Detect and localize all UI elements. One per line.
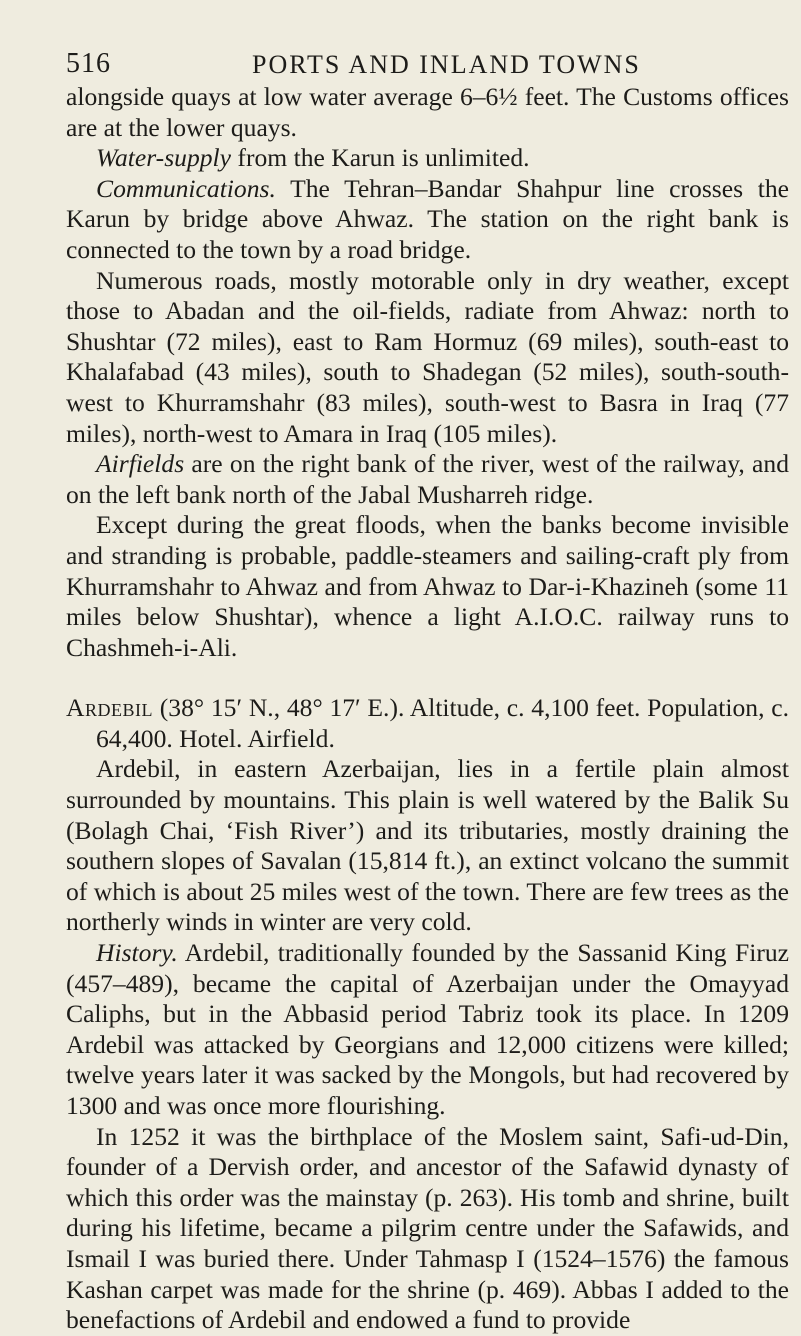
page-header xyxy=(66,40,786,80)
paragraph-quays-text: alongside quays at low water average 6–6½ feet. The Customs offices are at the lower quays. xyxy=(66,82,789,142)
paragraph-history xyxy=(66,938,789,1122)
ardebil-heading: Ardebil xyxy=(66,693,153,723)
body-text xyxy=(66,82,789,1336)
history-text: Ardebil, traditionally founded by the Sassanid King Firuz (457–489), became the capital of Azerbaijan under the Omayyad Caliphs, but in the Abbasid period Tabriz took its place. In 1209 Ardebil was attacked by Georgians and 12,000 citizens were killed; twelve years later it was sacked by the Mongols, but had recovered by 1300 and was once more flourishing. xyxy=(66,938,789,1120)
paragraph-quays xyxy=(66,82,789,143)
paragraph-safi-ud-din xyxy=(66,1122,789,1336)
ardebil-description-text: Ardebil, in eastern Azerbaijan, lies in a fertile plain almost surrounded by mountains. This plain is well watered by the Balik Su (Bolagh Chai, ‘Fish River’) and its tributaries, mostly draining the southern slopes of Savalan (15,814 ft.), an extinct volcano the summit of which is about 25 miles west of the town. There are few trees as the northerly winds in winter are very cold. xyxy=(66,754,789,937)
water-supply-label: Water-supply xyxy=(96,143,232,173)
airfields-label: Airfields xyxy=(96,449,185,479)
history-label: History. xyxy=(96,938,178,968)
airfields-text: are on the right bank of the river, west of the railway, and on the left bank north of the Jabal Musharreh ridge. xyxy=(66,449,789,509)
paragraph-airfields xyxy=(66,449,789,510)
ardebil-summary: (38° 15′ N., 48° 17′ E.). Altitude, c. 4,100 feet. Population, c. 64,400. Hotel. Airfield. xyxy=(96,693,789,753)
water-supply-text: from the Karun is unlimited. xyxy=(231,143,530,173)
communications-text: The Tehran–Bandar Shahpur line crosses the Karun by bridge above Ahwaz. The station on the right bank is connected to the town by a road bridge. xyxy=(66,173,789,264)
paragraph-roads xyxy=(66,266,789,450)
paragraph-communications xyxy=(66,174,789,266)
running-head: PORTS AND INLAND TOWNS xyxy=(252,50,641,79)
paragraph-floods xyxy=(66,510,789,663)
paragraph-ardebil-description xyxy=(66,754,789,938)
safi-ud-din-text: In 1252 it was the birthplace of the Moslem saint, Safi-ud-Din, founder of a Dervish order, and ancestor of the Safawid dynasty of which this order was the mainstay (p. 263). His tomb and shrine, built during his lifetime, became a pilgrim centre under the Safawids, and Ismail I was buried there. Under Tahmasp I (1524–1576) the famous Kashan carpet was made for the shrine (p. 469). Abbas I added to the benefactions of Ardebil and endowed a fund to provide xyxy=(66,1121,789,1335)
roads-text: Numerous roads, mostly motorable only in dry weather, except those to Abadan and the oil-fields, radiate from Ahwaz: north to Shushtar (72 miles), east to Ram Hormuz (69 miles), south-east to Khalafabad (43 miles), south to Shadegan (52 miles), south-south-west to Khurramshahr (83 miles), south-west to Basra in Iraq (77 miles), north-west to Amara in Iraq (105 miles). xyxy=(66,265,789,448)
paragraph-water-supply xyxy=(66,143,789,174)
floods-text: Except during the great floods, when the banks become invisible and stranding is probable, paddle-steamers and sailing-craft ply from Khurramshahr to Ahwaz and from Ahwaz to Dar-i-Khazineh (some 11 miles below Shushtar), whence a light A.I.O.C. railway runs to Chashmeh-i-Ali. xyxy=(66,510,789,662)
section-gap xyxy=(66,663,789,693)
communications-label: Communications. xyxy=(96,173,276,203)
entry-ardebil xyxy=(66,693,789,754)
page-number: 516 xyxy=(66,48,111,79)
